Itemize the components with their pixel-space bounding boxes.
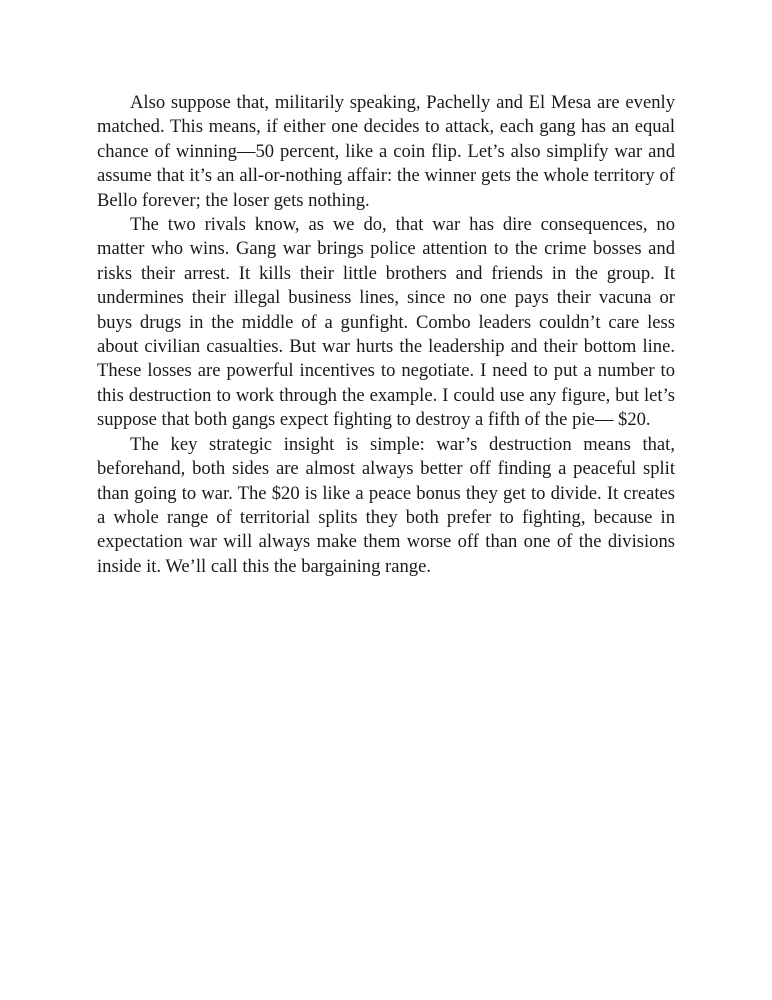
- paragraph-2: The two rivals know, as we do, that war has dire consequences, no matter who wins. Gang war brings police attention to the crime bosses and risks their arrest. It kills their little brothers and friends in the group. It undermines their illegal business lines, since no one pays their vacuna or buys drugs in the middle of a gunfight. Combo leaders couldn’t care less about civilian casualties. But war hurts the leadership and their bottom line. These losses are powerful incentives to negotiate. I need to put a number to this destruction to work through the example. I could use any figure, but let’s suppose that both gangs expect fighting to destroy a fifth of the pie— $20.: [97, 214, 675, 431]
- body-text: [97, 91, 675, 579]
- paragraph-3: The key strategic insight is simple: war’s destruction means that, beforehand, both sides are almost always better off finding a peaceful split than going to war. The $20 is like a peace bonus they get to divide. It creates a whole range of territorial splits they both prefer to fighting, because in expectation war will always make them worse off than one of the divisions inside it. We’ll call this the bargaining range.: [97, 433, 675, 577]
- paragraph-1: Also suppose that, militarily speaking, Pachelly and El Mesa are evenly matched. This means, if either one decides to attack, each gang has an equal chance of winning—50 percent, like a coin flip. Let’s also simplify war and assume that it’s an all-or-nothing affair: the winner gets the whole territory of Bello forever; the loser gets nothing.: [97, 92, 675, 211]
